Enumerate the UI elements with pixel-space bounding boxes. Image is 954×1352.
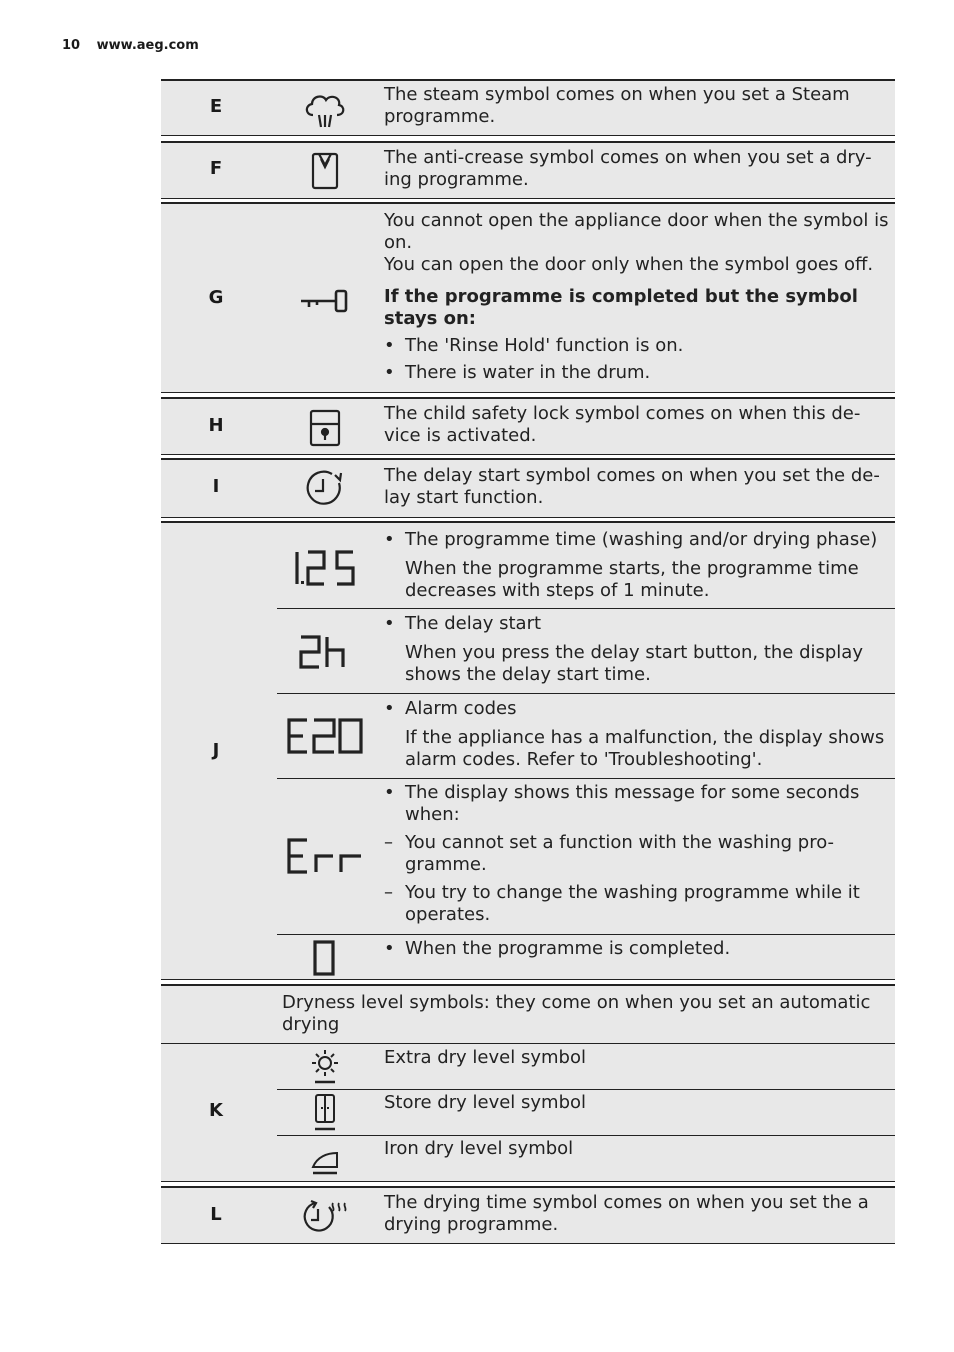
row-g bbox=[161, 202, 895, 393]
text-detail: If the appliance has a malfunction, the display shows alarm codes. Refer to 'Troubleshooting'. bbox=[405, 727, 885, 770]
row-text bbox=[384, 465, 889, 509]
row-text bbox=[384, 529, 889, 602]
list-item: • The programme time (washing and/or drying phase) bbox=[384, 529, 878, 550]
list-item: – You cannot set a function with the washing pro- gramme. bbox=[384, 832, 835, 875]
row-letter: J bbox=[212, 740, 220, 761]
row-text: Extra dry level symbol bbox=[384, 1047, 586, 1068]
sub-divider bbox=[277, 1135, 895, 1136]
sub-divider bbox=[277, 608, 895, 609]
delay-start-icon bbox=[299, 469, 351, 509]
row-h bbox=[161, 397, 895, 455]
row-letter: H bbox=[208, 415, 224, 436]
sub-divider bbox=[161, 1043, 895, 1044]
site-url: www.aeg.com bbox=[96, 38, 199, 53]
text-line: The delay start symbol comes on when you set the de- bbox=[384, 465, 880, 486]
row-letter: G bbox=[208, 287, 224, 308]
row-letter: F bbox=[209, 158, 223, 179]
row-text bbox=[384, 782, 889, 926]
text-line: The anti-crease symbol comes on when you set a dry- bbox=[384, 147, 872, 168]
sub-divider bbox=[277, 1089, 895, 1090]
list-item: • The 'Rinse Hold' function is on. bbox=[384, 335, 684, 356]
row-letter: I bbox=[212, 476, 220, 497]
row-j bbox=[161, 521, 895, 980]
sub-divider bbox=[277, 693, 895, 694]
page-header bbox=[62, 38, 199, 53]
sub-divider bbox=[277, 778, 895, 779]
page-number: 10 bbox=[62, 38, 81, 53]
text-detail: When you press the delay start button, the display shows the delay start time. bbox=[405, 642, 863, 685]
row-k bbox=[161, 984, 895, 1182]
text-line: You can open the door only when the symbol goes off. bbox=[384, 254, 874, 275]
text-line: ing programme. bbox=[384, 169, 529, 190]
extra-dry-icon bbox=[299, 1047, 351, 1087]
warning-heading: If the programme is completed but the symbol stays on: bbox=[384, 286, 858, 329]
display-alarm-icon bbox=[285, 716, 365, 756]
text-detail: When the programme starts, the programme time decreases with steps of 1 minute. bbox=[405, 558, 859, 601]
text-line: The drying time symbol comes on when you set the a bbox=[384, 1192, 869, 1213]
child-lock-icon bbox=[299, 408, 351, 448]
text-line: lay start function. bbox=[384, 487, 544, 508]
row-text bbox=[384, 147, 889, 191]
store-dry-icon bbox=[299, 1092, 351, 1132]
display-complete-icon bbox=[299, 938, 351, 978]
text-line: The child safety lock symbol comes on when this de- bbox=[384, 403, 861, 424]
row-text bbox=[384, 403, 889, 447]
steam-icon bbox=[299, 89, 351, 129]
anti-crease-icon bbox=[299, 151, 351, 191]
list-item: • Alarm codes bbox=[384, 698, 517, 719]
iron-dry-icon bbox=[299, 1141, 351, 1181]
row-text bbox=[384, 210, 889, 384]
row-letter: L bbox=[210, 1204, 222, 1225]
sub-divider bbox=[277, 934, 895, 935]
row-i bbox=[161, 458, 895, 518]
display-time-icon bbox=[293, 548, 357, 588]
row-text: The steam symbol comes on when you set a Steam programme. bbox=[384, 84, 850, 127]
row-letter: K bbox=[209, 1100, 223, 1121]
display-delay-icon bbox=[293, 631, 357, 671]
row-text: Store dry level symbol bbox=[384, 1092, 587, 1113]
text-line: vice is activated. bbox=[384, 425, 537, 446]
row-e bbox=[161, 79, 895, 136]
row-text bbox=[384, 613, 889, 686]
list-item: – You try to change the washing programme while it operates. bbox=[384, 882, 860, 925]
row-text: Dryness level symbols: they come on when you set an automatic drying bbox=[282, 992, 871, 1035]
list-item: • There is water in the drum. bbox=[384, 362, 651, 383]
row-text bbox=[384, 1192, 889, 1236]
row-letter: E bbox=[209, 96, 223, 117]
list-item: • When the programme is completed. bbox=[384, 938, 731, 959]
row-text: Iron dry level symbol bbox=[384, 1138, 574, 1159]
list-item: • The display shows this message for some seconds when: bbox=[384, 782, 860, 825]
list-item: • The delay start bbox=[384, 613, 542, 634]
text-line: drying programme. bbox=[384, 1214, 559, 1235]
text-line: You cannot open the appliance door when the symbol is on. bbox=[384, 210, 889, 253]
drying-time-icon bbox=[299, 1197, 351, 1237]
row-text bbox=[384, 698, 889, 771]
row-f bbox=[161, 141, 895, 199]
row-l bbox=[161, 1186, 895, 1244]
row-text bbox=[384, 938, 889, 960]
display-error-icon bbox=[285, 836, 365, 876]
door-lock-key-icon bbox=[299, 281, 351, 321]
